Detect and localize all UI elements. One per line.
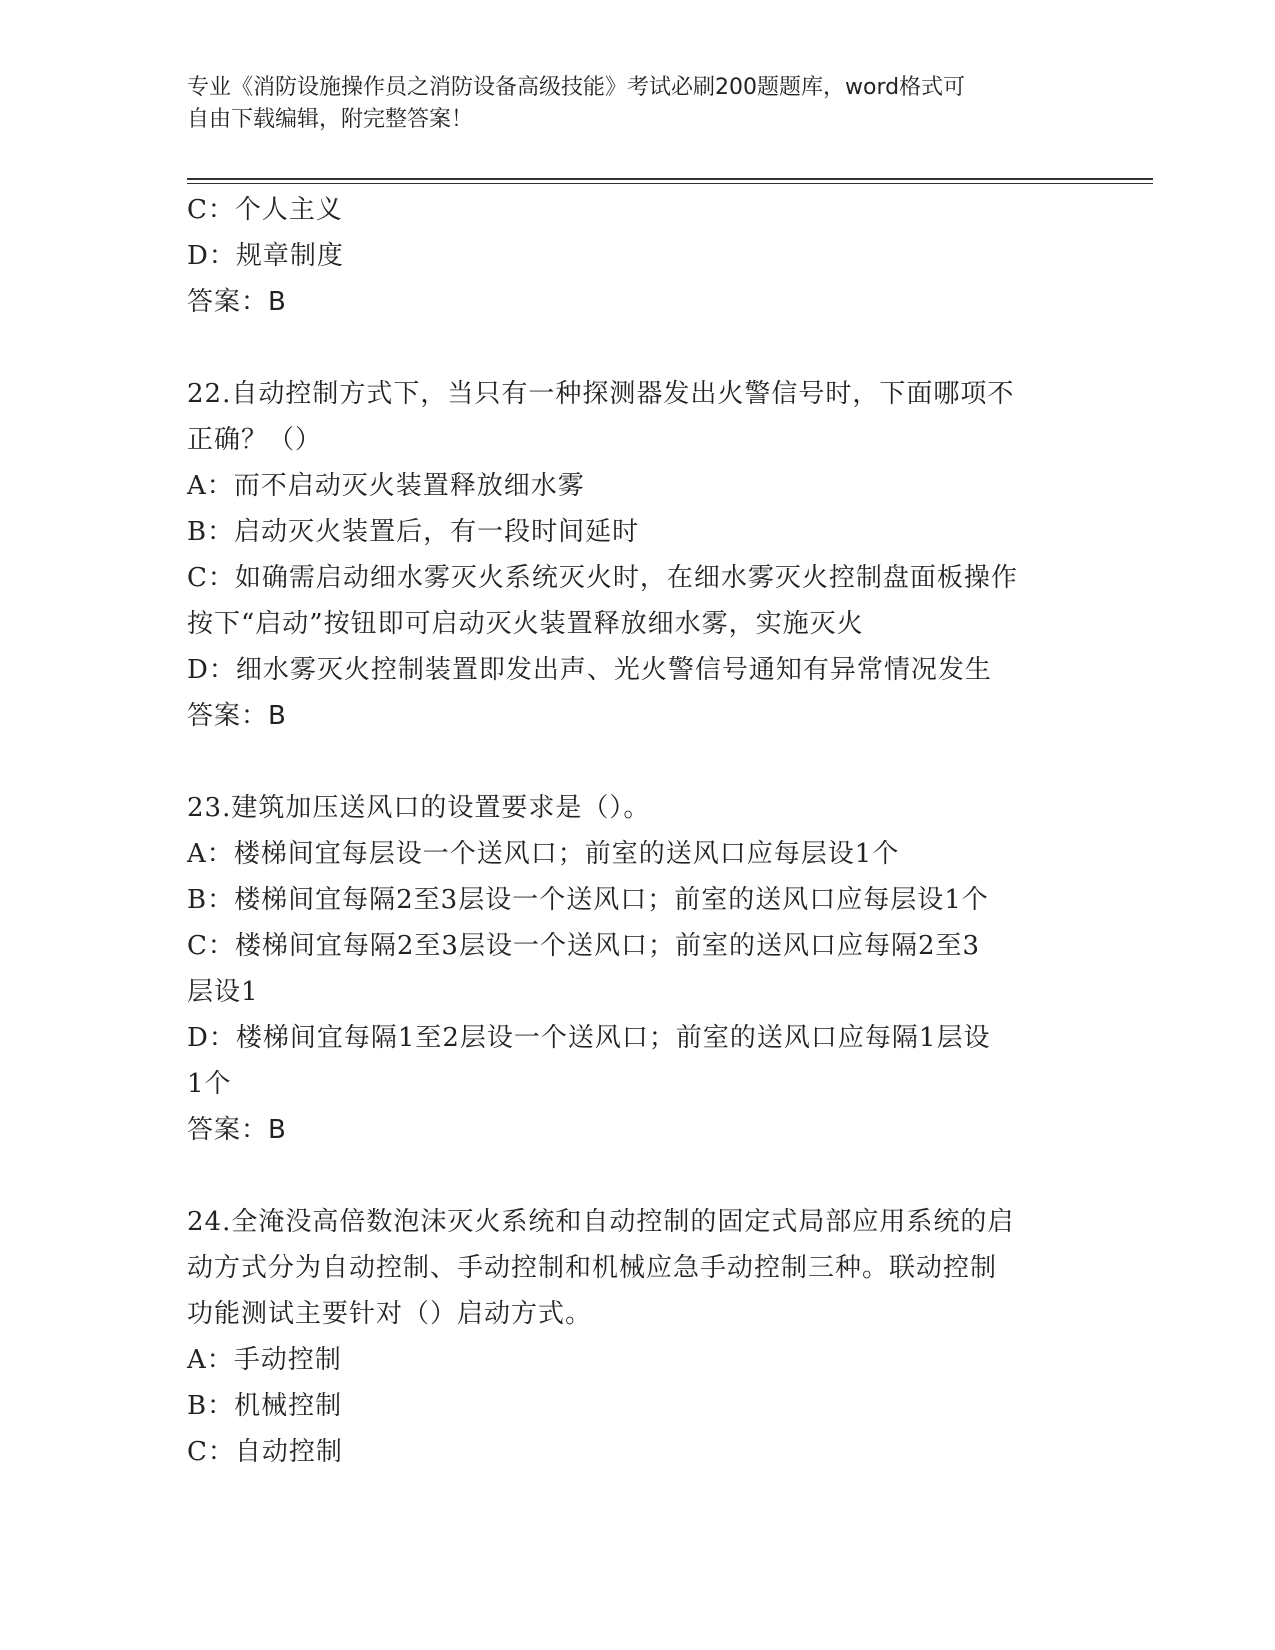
header-rule-thin xyxy=(187,183,1153,184)
question-24 xyxy=(187,1199,1087,1475)
header-line-1: 专业《消防设施操作员之消防设备高级技能》考试必刷200题题库，word格式可 xyxy=(187,75,966,100)
spacer xyxy=(187,739,1087,785)
question-23 xyxy=(187,785,1087,1153)
question-text-cont: 动方式分为自动控制、手动控制和机械应急手动控制三种。联动控制 xyxy=(187,1253,998,1283)
option-b: B：楼梯间宜每隔2至3层设一个送风口；前室的送风口应每层设1个 xyxy=(187,885,989,915)
option-a: A：楼梯间宜每层设一个送风口；前室的送风口应每层设1个 xyxy=(187,839,900,869)
question-text-cont: 功能测试主要针对（）启动方式。 xyxy=(187,1299,593,1329)
option-d-cont: 1个 xyxy=(187,1069,232,1099)
header-line-2: 自由下载编辑，附完整答案！ xyxy=(187,107,474,132)
option-a: A：而不启动灭火装置释放细水雾 xyxy=(187,471,585,501)
option-d: D：细水雾灭火控制装置即发出声、光火警信号通知有异常情况发生 xyxy=(187,655,992,685)
spacer xyxy=(187,325,1087,371)
question-22 xyxy=(187,371,1087,739)
question-text-cont: 正确？（） xyxy=(187,425,323,455)
header-rule xyxy=(187,178,1153,180)
option-c-cont: 按下“启动”按钮即可启动灭火装置释放细水雾，实施灭火 xyxy=(187,609,864,639)
question-text: 22.自动控制方式下，当只有一种探测器发出火警信号时，下面哪项不 xyxy=(187,379,1015,409)
option-c: C：个人主义 xyxy=(187,195,343,225)
option-c: C：楼梯间宜每隔2至3层设一个送风口；前室的送风口应每隔2至3 xyxy=(187,931,981,961)
spacer xyxy=(187,1153,1087,1199)
document-body xyxy=(187,187,1087,1475)
option-b: B：机械控制 xyxy=(187,1391,343,1421)
option-d: D：楼梯间宜每隔1至2层设一个送风口；前室的送风口应每隔1层设 xyxy=(187,1023,991,1053)
option-a: A：手动控制 xyxy=(187,1345,342,1375)
option-d: D：规章制度 xyxy=(187,241,344,271)
option-c-cont: 层设1 xyxy=(187,977,259,1007)
option-b: B：启动灭火装置后，有一段时间延时 xyxy=(187,517,640,547)
question-text: 23.建筑加压送风口的设置要求是（）。 xyxy=(187,793,651,823)
document-header xyxy=(187,72,1067,136)
option-c: C：如确需启动细水雾灭火系统灭火时，在细水雾灭火控制盘面板操作 xyxy=(187,563,1018,593)
answer: 答案：B xyxy=(187,1115,287,1145)
answer: 答案：B xyxy=(187,701,287,731)
option-c: C：自动控制 xyxy=(187,1437,343,1467)
question-21 xyxy=(187,187,1087,325)
question-text: 24.全淹没高倍数泡沫灭火系统和自动控制的固定式局部应用系统的启 xyxy=(187,1207,1015,1237)
answer: 答案：B xyxy=(187,287,287,317)
